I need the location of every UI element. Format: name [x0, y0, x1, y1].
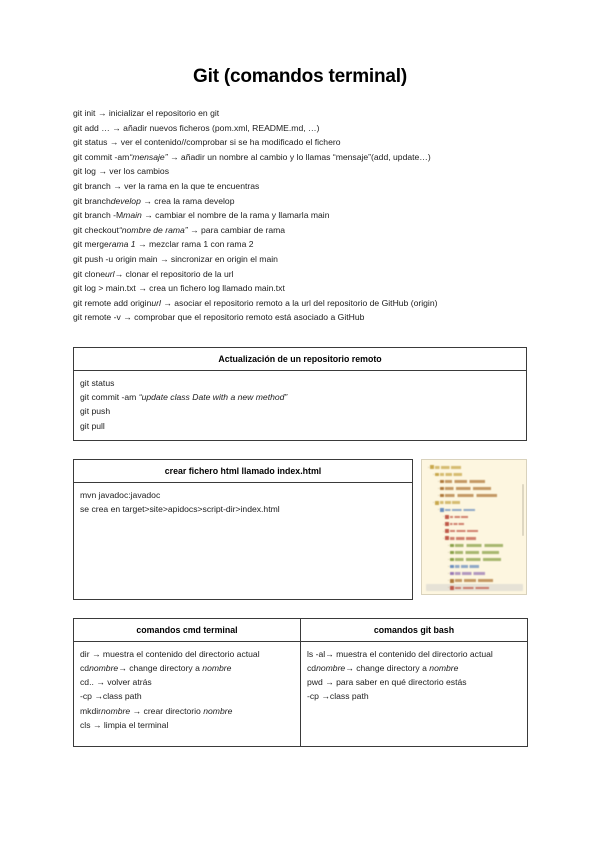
- command-line: git init → inicializar el repositorio en git: [73, 108, 220, 118]
- command-line: git branch → ver la rama en la que te encuentras: [73, 180, 260, 191]
- command-argument: nombre: [101, 705, 131, 716]
- git-bash-column-header: comandos git bash: [301, 618, 528, 641]
- tree-row[interactable]: [426, 492, 523, 499]
- file-icon: [450, 579, 454, 583]
- file-icon: [450, 572, 454, 576]
- file-icon: [450, 551, 454, 555]
- file-icon: [435, 501, 439, 505]
- index-html-section: [73, 459, 527, 600]
- tree-row[interactable]: [426, 563, 523, 570]
- tree-row[interactable]: [426, 528, 523, 535]
- chevron-right-icon: ›: [448, 549, 449, 554]
- command-line: mvn javadoc:javadoc: [80, 489, 161, 500]
- command-argument: “update class Date with a new method”: [138, 392, 288, 403]
- command-line: git mergerama 1 → mezclar rama 1 con rama 2: [73, 239, 254, 250]
- command-argument: nombre: [203, 705, 233, 716]
- page-title: Git (comandos terminal): [193, 66, 407, 87]
- file-icon: [450, 558, 454, 562]
- file-icon: [430, 465, 434, 469]
- command-line: git status → ver el contenido//comprobar si se ha modificado el fichero: [73, 137, 341, 148]
- command-line: git commit -am “update class Date with a new method”: [80, 392, 288, 403]
- chevron-right-icon: ›: [433, 500, 434, 505]
- tree-row[interactable]: [426, 513, 523, 520]
- command-line: git push: [80, 406, 111, 417]
- command-line: cls → limpia el terminal: [80, 719, 169, 730]
- file-icon: [440, 508, 444, 512]
- index-html-table: [73, 459, 413, 600]
- tree-row[interactable]: [426, 577, 523, 584]
- command-argument: rama 1: [108, 239, 136, 250]
- command-line: cdnombre→ change directory a nombre: [307, 662, 459, 673]
- command-line: git remote -v → comprobar que el repositorio remoto está asociado a GitHub: [73, 312, 365, 323]
- command-line: git branchdevelop → crea la rama develop: [73, 195, 235, 206]
- tree-row-label: [435, 466, 461, 469]
- file-icon: [445, 529, 449, 533]
- chevron-right-icon: ›: [443, 528, 444, 533]
- command-line: git add … → añadir nuevos ficheros (pom.xml, README.md, …): [73, 122, 320, 133]
- file-icon: [445, 522, 449, 526]
- command-argument: nombre: [89, 662, 119, 673]
- tree-row[interactable]: [426, 570, 523, 577]
- command-line: -cp →class path: [80, 691, 142, 702]
- tree-row[interactable]: [426, 464, 523, 471]
- remote-repo-table-header: Actualización de un repositorio remoto: [74, 347, 527, 370]
- chevron-right-icon: ›: [448, 571, 449, 576]
- command-line: git push -u origin main → sincronizar en origin el main: [73, 253, 278, 264]
- tree-row[interactable]: [426, 549, 523, 556]
- tree-row-label: [450, 523, 464, 526]
- chevron-right-icon: ›: [443, 514, 444, 519]
- chevron-right-icon: ›: [438, 493, 439, 498]
- chevron-right-icon: ›: [443, 521, 444, 526]
- command-line: git branch -Mmain → cambiar el nombre de la rama y llamarla main: [73, 210, 330, 221]
- chevron-right-icon: ›: [438, 478, 439, 483]
- tree-row-label: [450, 537, 476, 540]
- command-line: ls -al→ muestra el contenido del directorio actual: [307, 648, 493, 659]
- index-html-table-header: crear fichero html llamado index.html: [74, 459, 413, 482]
- command-line: dir → muestra el contenido del directorio actual: [80, 648, 260, 659]
- tree-row-label: [440, 501, 460, 504]
- tree-row-label: [455, 579, 493, 582]
- file-icon: [435, 473, 439, 477]
- chevron-right-icon: ›: [428, 464, 429, 469]
- tree-row-label: [440, 473, 462, 476]
- file-icon: [450, 586, 454, 590]
- command-argument: nombre: [202, 662, 232, 673]
- command-line: git log > main.txt → crea un fichero log llamado main.txt: [73, 283, 285, 294]
- tree-row-label: [455, 551, 499, 554]
- command-line: se crea en target>site>apidocs>script-dir>index.html: [80, 503, 280, 514]
- tree-row-label: [450, 530, 478, 533]
- chevron-right-icon: ›: [448, 585, 449, 590]
- tree-row-label: [455, 565, 479, 568]
- command-argument: nombre: [429, 662, 459, 673]
- file-icon: [440, 494, 444, 498]
- command-line: git remote add originurl → asociar el repositorio remoto a la url del repositorio de GitHub (origin): [73, 297, 438, 308]
- table-row: [74, 370, 527, 440]
- tree-row[interactable]: [426, 542, 523, 549]
- chevron-right-icon: ›: [433, 471, 434, 476]
- command-argument: “nombre de rama”: [118, 224, 188, 235]
- terminal-comparison-section: [73, 618, 527, 747]
- tree-row-label: [455, 544, 503, 547]
- tree-row-label: [445, 480, 485, 483]
- file-icon: [445, 515, 449, 519]
- command-line: mkdirnombre → crear directorio nombre: [80, 705, 233, 716]
- command-argument: nombre: [316, 662, 346, 673]
- tree-row[interactable]: [426, 535, 523, 542]
- remote-repo-table: [73, 347, 527, 441]
- cmd-terminal-column-body: [74, 641, 301, 746]
- chevron-right-icon: ›: [438, 486, 439, 491]
- file-icon: [450, 544, 454, 548]
- remote-repo-table-body: [74, 370, 527, 440]
- tree-row-label: [450, 516, 468, 519]
- index-html-table-body: [74, 482, 413, 599]
- page-content: [73, 66, 527, 747]
- table-header-row: [74, 618, 528, 641]
- command-argument: url: [151, 297, 161, 308]
- tree-row-label: [455, 572, 485, 575]
- tree-row-label: [445, 487, 491, 490]
- command-argument: develop: [110, 195, 141, 206]
- command-line: git status: [80, 377, 115, 388]
- command-line: cd.. → volver atrás: [80, 677, 152, 688]
- tree-row-label: [445, 509, 475, 512]
- command-line: git commit -am“mensaje” → añadir un nombre al cambio y lo llamas “mensaje”(add, update…): [73, 151, 431, 162]
- tree-row[interactable]: [426, 520, 523, 527]
- command-line: cdnombre→ change directory a nombre: [80, 662, 232, 673]
- tree-row[interactable]: [426, 499, 523, 506]
- tree-row[interactable]: [426, 471, 523, 478]
- cmd-terminal-column-header: comandos cmd terminal: [74, 618, 301, 641]
- command-argument: main: [123, 210, 142, 221]
- tree-row-label: [455, 587, 489, 590]
- command-argument: url: [105, 268, 115, 279]
- command-line: -cp →class path: [307, 691, 369, 702]
- tree-row-label: [445, 494, 497, 497]
- table-header-row: [74, 347, 527, 370]
- chevron-right-icon: ›: [448, 564, 449, 569]
- tree-row-label: [455, 558, 501, 561]
- chevron-right-icon: ›: [448, 542, 449, 547]
- remote-repo-section: [73, 347, 527, 441]
- chevron-right-icon: ›: [443, 535, 444, 540]
- chevron-right-icon: ›: [438, 507, 439, 512]
- table-row: [74, 641, 528, 746]
- tree-row[interactable]: [426, 478, 523, 485]
- project-file-tree-screenshot: [421, 459, 527, 595]
- chevron-right-icon: ›: [448, 556, 449, 561]
- tree-row[interactable]: [426, 584, 523, 591]
- tree-row[interactable]: [426, 506, 523, 513]
- git-bash-column-body: [301, 641, 528, 746]
- file-icon: [450, 565, 454, 569]
- file-icon: [440, 487, 444, 491]
- command-line: git cloneurl→ clonar el repositorio de la url: [73, 268, 234, 279]
- table-row: [74, 482, 413, 599]
- terminal-comparison-table: [73, 618, 528, 747]
- tree-row[interactable]: [426, 485, 523, 492]
- command-line: pwd → para saber en qué directorio estás: [307, 677, 467, 688]
- command-argument: “mensaje”: [129, 151, 168, 162]
- file-icon: [445, 536, 449, 540]
- git-command-list: [73, 106, 527, 325]
- table-header-row: [74, 459, 413, 482]
- tree-row[interactable]: [426, 556, 523, 563]
- command-line: git log → ver los cambios: [73, 166, 170, 177]
- command-line: git checkout“nombre de rama” → para cambiar de rama: [73, 224, 286, 235]
- file-icon: [440, 480, 444, 484]
- chevron-right-icon: ›: [448, 578, 449, 583]
- command-line: git pull: [80, 420, 105, 431]
